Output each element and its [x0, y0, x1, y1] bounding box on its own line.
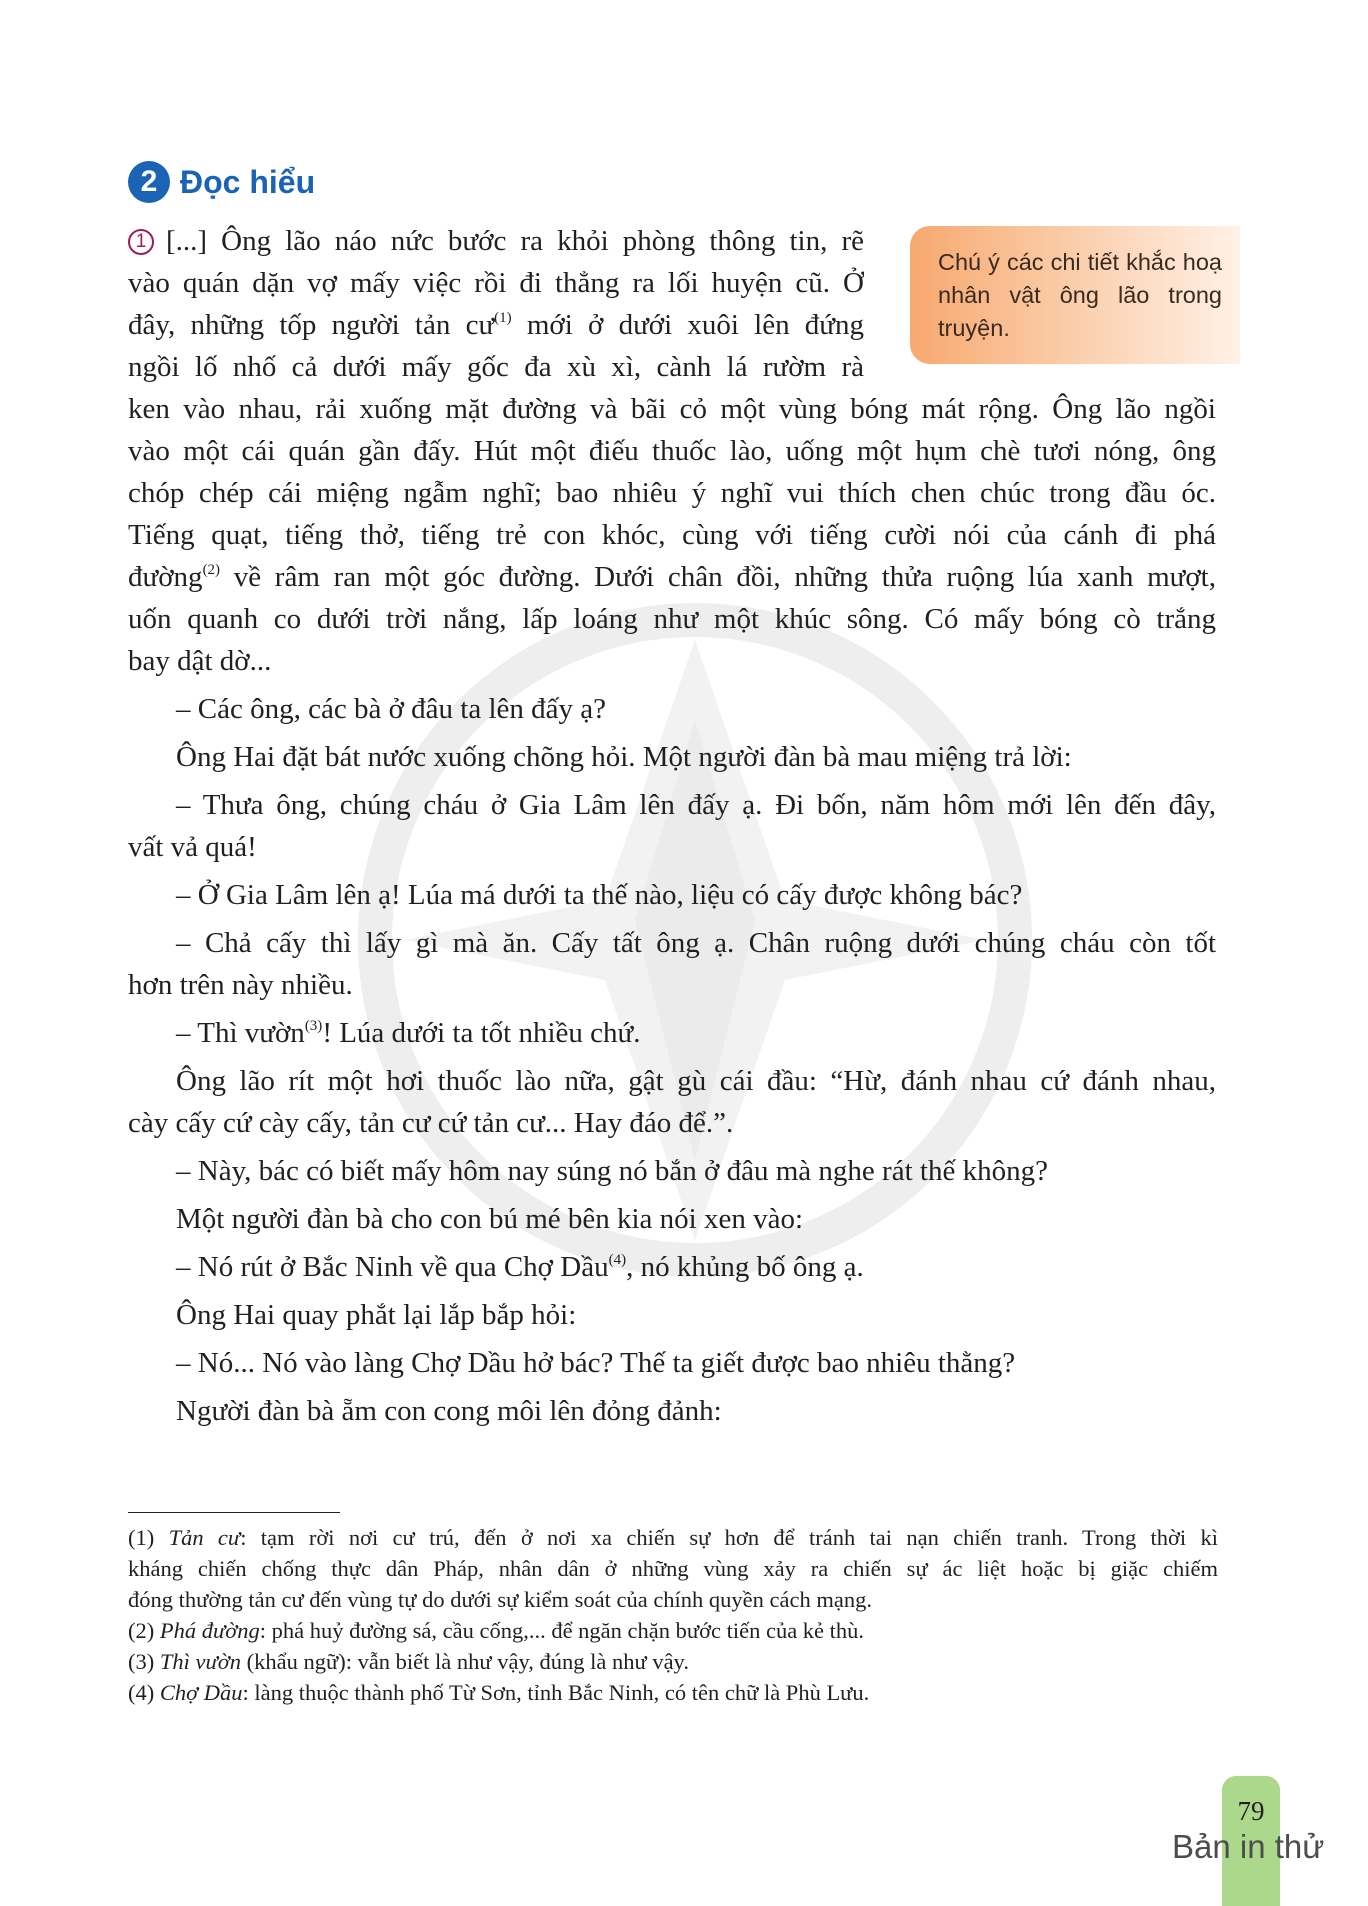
footnote-ref: (2) — [202, 562, 221, 578]
footnote-divider — [128, 1512, 340, 1513]
dialogue-line: – Thưa ông, chúng cháu ở Gia Lâm lên đấy ạ. Đi bốn, năm hôm mới lên đến đây, — [176, 789, 1216, 821]
passage-line: Ông lão rít một hơi thuốc lào nữa, gật gù cái đầu: “Hừ, đánh nhau cứ đánh nhau, — [176, 1065, 1216, 1097]
footnote-1-cont: kháng chiến chống thực dân Pháp, nhân dân ở những vùng xảy ra chiến sự ác liệt hoặc bị giặc chiếm — [128, 1556, 1218, 1581]
dialogue-line: vất vả quá! — [128, 831, 257, 863]
side-note-box: Chú ý các chi tiết khắc hoạ nhân vật ông lão trong truyện. — [910, 226, 1240, 364]
dialogue-line: – Thì vườn$^{(3)}$! Lúa dưới ta tốt nhiều chứ. — [176, 1017, 641, 1049]
draft-label: Bản in thử — [1172, 1828, 1325, 1865]
footnote-ref: (4) — [608, 1252, 627, 1268]
passage-line: chóp chép cái miệng ngẫm nghĩ; bao nhiêu ý nghĩ vui thích chen chúc trong đầu óc. — [128, 477, 1216, 509]
passage-line: Người đàn bà ẵm con cong môi lên đỏng đảnh: — [176, 1395, 722, 1427]
dialogue-line: – Chả cấy thì lấy gì mà ăn. Cấy tất ông ạ. Chân ruộng dưới chúng cháu còn tốt — [176, 927, 1216, 959]
footnote-1: (1) Tản cư: tạm rời nơi cư trú, đến ở nơi xa chiến sự hơn để tránh tai nạn chiến tranh. Trong thời kì — [128, 1525, 1218, 1550]
dialogue-line: – Này, bác có biết mấy hôm nay súng nó bắn ở đâu mà nghe rát thế không? — [176, 1155, 1048, 1187]
passage-line: bay dật dờ... — [128, 645, 272, 677]
passage-line: vào quán dặn vợ mấy việc rồi đi thẳng ra lối huyện cũ. Ở — [128, 267, 864, 299]
dialogue-line: – Các ông, các bà ở đâu ta lên đấy ạ? — [176, 693, 607, 725]
passage-line: đây, những tốp người tản $cư^{(1)}$ mới ở dưới xuôi lên đứng — [128, 309, 864, 341]
passage-line: uốn quanh co dưới trời nắng, lấp loáng như một khúc sông. Có mấy bóng cò trắng — [128, 603, 1216, 635]
dialogue-line: – Nó rút ở Bắc Ninh về qua Chợ Dầu$^{(4)}$, nó khủng bố ông ạ. — [176, 1251, 864, 1283]
section-title: Đọc hiểu — [180, 163, 316, 200]
page-number: 79 — [1237, 1796, 1265, 1826]
paragraph-marker-icon: 1 — [128, 229, 154, 255]
dialogue-line: – Nó... Nó vào làng Chợ Dầu hở bác? Thế ta giết được bao nhiêu thằng? — [176, 1347, 1016, 1379]
passage-line: Ông Hai đặt bát nước xuống chõng hỏi. Một người đàn bà mau miệng trả lời: — [176, 741, 1072, 773]
passage-line: ken vào nhau, rải xuống mặt đường và bãi cỏ một vùng bóng mát rộng. Ông lão ngồi — [128, 393, 1216, 425]
passage-line: Tiếng quạt, tiếng thở, tiếng trẻ con khóc, cùng với tiếng cười nói của cánh đi phá — [128, 519, 1216, 551]
footnote-4: (4) Chợ Dầu: làng thuộc thành phố Từ Sơn, tỉnh Bắc Ninh, có tên chữ là Phù Lưu. — [128, 1680, 870, 1705]
footnote-3: (3) Thì vườn (khẩu ngữ): vẫn biết là như vậy, đúng là như vậy. — [128, 1649, 689, 1674]
footnote-ref: (1) — [494, 310, 512, 326]
passage-line: ngồi lố nhố cả dưới mấy gốc đa xù xì, cành lá rườm rà — [128, 351, 864, 383]
section-number-badge: 2 — [128, 161, 170, 203]
passage-line: vào một cái quán gần đấy. Hút một điếu thuốc lào, uống một hụm chè tươi nóng, ông — [128, 435, 1216, 467]
passage-line: cày cấy cứ cày cấy, tản cư cứ tản cư... Hay đáo để.”. — [128, 1107, 734, 1139]
section-heading — [128, 160, 315, 204]
passage-line: Một người đàn bà cho con bú mé bên kia nói xen vào: — [176, 1203, 804, 1235]
footnote-2: (2) Phá đường: phá huỷ đường sá, cầu cống,... để ngăn chặn bước tiến của kẻ thù. — [128, 1618, 865, 1643]
passage-line: Ông Hai quay phắt lại lắp bắp hỏi: — [176, 1299, 577, 1331]
dialogue-line: – Ở Gia Lâm lên ạ! Lúa má dưới ta thế nào, liệu có cấy được không bác? — [176, 879, 1023, 911]
dialogue-line: hơn trên này nhiều. — [128, 969, 353, 1001]
passage-line: 1 [...] Ông lão náo nức bước ra khỏi phòng thông tin, rẽ — [128, 220, 864, 262]
passage-line: đường$^{(2)}$ về râm ran một góc đường. Dưới chân đồi, những thửa ruộng lúa xanh mượt, — [128, 561, 1216, 593]
footnote-ref: (3) — [304, 1018, 323, 1034]
footnote-1-cont: đóng thường tản cư đến vùng tự do dưới sự kiểm soát của chính quyền cách mạng. — [128, 1587, 872, 1612]
